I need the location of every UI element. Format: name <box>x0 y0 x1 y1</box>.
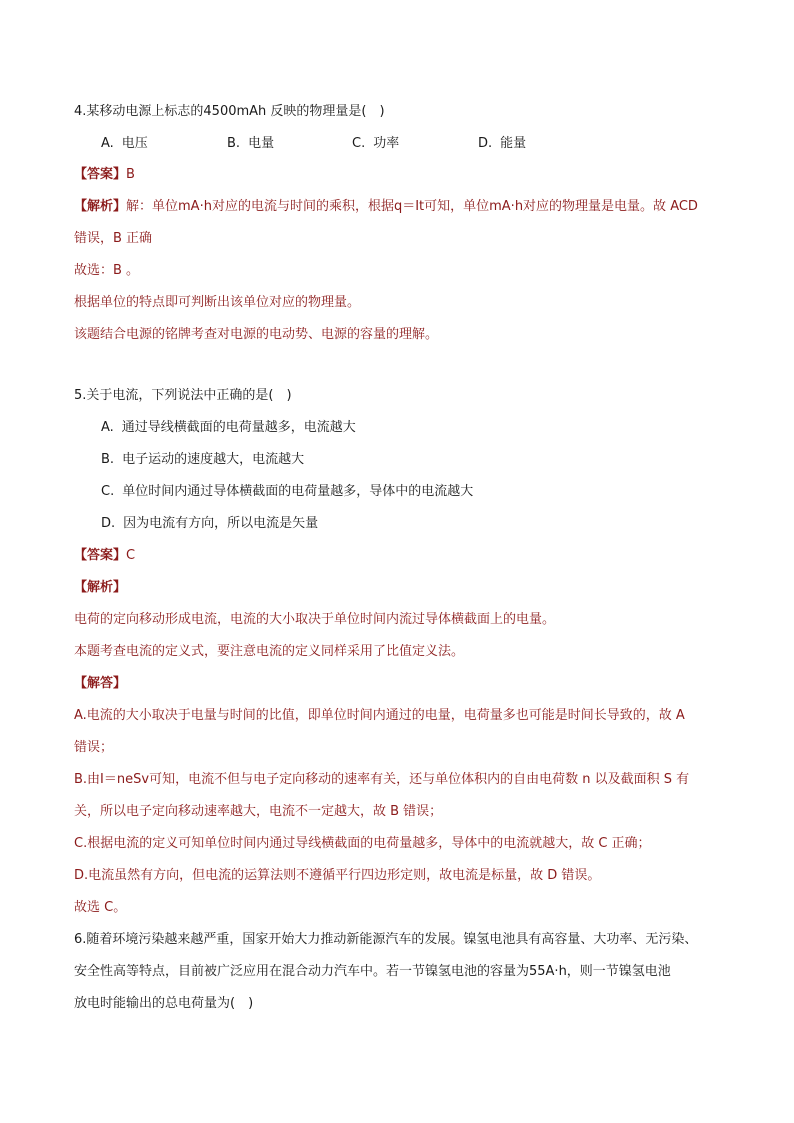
q4-option-d-letter: D. <box>478 136 493 151</box>
q5-analysis1: 电荷的定向移动形成电流，电流的大小取决于单位时间内流过导体横截面上的电量。 <box>74 612 556 627</box>
question-4-stem: 4.某移动电源上标志的4500mAh 反映的物理量是( ) <box>74 104 385 119</box>
q4-option-d <box>478 135 526 153</box>
q4-choose: 故选：B 。 <box>74 263 140 278</box>
q5-option-b-text: 电子运动的速度越大，电流越大 <box>122 452 305 467</box>
q5-option-a-text: 通过导线横截面的电荷量越多，电流越大 <box>121 420 356 435</box>
q4-option-a-text: 电压 <box>121 136 148 151</box>
q4-analysis-tag: 【解析】 <box>74 199 127 214</box>
q5-solution-b1: B.由I＝neSv可知，电流不但与电子定向移动的速率有关，还与单位体积内的自由电荷数 n 以及截面积 S 有 <box>74 772 690 787</box>
q4-option-a-letter: A. <box>101 136 114 151</box>
q4-option-b-text: 电量 <box>248 136 275 151</box>
q5-option-d <box>101 515 318 533</box>
q4-option-a <box>101 135 148 153</box>
q4-option-c-text: 功率 <box>373 136 400 151</box>
q4-analysis-line1: 解：单位mA·h对应的电流与时间的乘积，根据q＝It可知，单位mA·h对应的物理量是电量。故 ACD <box>126 199 698 214</box>
q5-option-d-text: 因为电流有方向，所以电流是矢量 <box>123 516 319 531</box>
q5-choose: 故选 C。 <box>74 900 127 915</box>
q5-solution-d: D.电流虽然有方向，但电流的运算法则不遵循平行四边形定则，故电流是标量，故 D 错误。 <box>74 868 601 883</box>
q4-analysis <box>74 198 698 216</box>
q5-option-c-letter: C. <box>101 484 115 499</box>
question-5-stem: 5.关于电流，下列说法中正确的是( ) <box>74 388 292 403</box>
q5-option-c-text: 单位时间内通过导体横截面的电荷量越多，导体中的电流越大 <box>122 484 474 499</box>
q4-answer-tag: 【答案】 <box>74 167 127 182</box>
q5-option-c <box>101 483 473 501</box>
q5-answer-tag: 【答案】 <box>74 548 127 563</box>
q4-note2: 该题结合电源的铭牌考查对电源的电动势、电源的容量的理解。 <box>74 327 439 342</box>
q5-option-a-letter: A. <box>101 420 114 435</box>
q5-answer-value: C <box>126 548 136 563</box>
question-6-stem-line3: 放电时能输出的总电荷量为( ) <box>74 996 254 1011</box>
q4-option-c-letter: C. <box>352 136 366 151</box>
q5-solution-a1: A.电流的大小取决于电量与时间的比值，即单位时间内通过的电量，电荷量多也可能是时间长导致的，故 A <box>74 708 685 723</box>
question-6-stem-line1: 6.随着环境污染越来越严重，国家开始大力推动新能源汽车的发展。镍氢电池具有高容量、大功率、无污染、 <box>74 932 698 947</box>
q4-note1: 根据单位的特点即可判断出该单位对应的物理量。 <box>74 295 361 310</box>
question-6-stem-line2: 安全性高等特点，目前被广泛应用在混合动力汽车中。若一节镍氢电池的容量为55A·h，则一节镍氢电池 <box>74 964 671 979</box>
q4-option-b-letter: B. <box>227 136 241 151</box>
q4-option-c <box>352 135 399 153</box>
q5-solution-a2: 错误； <box>74 740 114 755</box>
q4-answer-value: B <box>126 167 135 182</box>
q4-option-b <box>227 135 274 153</box>
q5-answer <box>74 547 135 565</box>
q5-option-b <box>101 451 304 469</box>
q5-solution-c: C.根据电流的定义可知单位时间内通过导线横截面的电荷量越多，导体中的电流就越大，故 C 正确； <box>74 836 651 851</box>
q5-analysis2: 本题考查电流的定义式，要注意电流的定义同样采用了比值定义法。 <box>74 644 465 659</box>
q4-analysis-line2: 错误，B 正确 <box>74 231 153 246</box>
q4-answer <box>74 166 135 184</box>
q5-option-b-letter: B. <box>101 452 115 467</box>
q4-option-d-text: 能量 <box>500 136 527 151</box>
q5-solution-b2: 关，所以电子定向移动速率越大，电流不一定越大，故 B 错误； <box>74 804 443 819</box>
q5-solution-tag: 【解答】 <box>74 676 127 691</box>
q5-option-d-letter: D. <box>101 516 116 531</box>
q5-analysis-tag: 【解析】 <box>74 580 127 595</box>
q5-option-a <box>101 419 356 437</box>
